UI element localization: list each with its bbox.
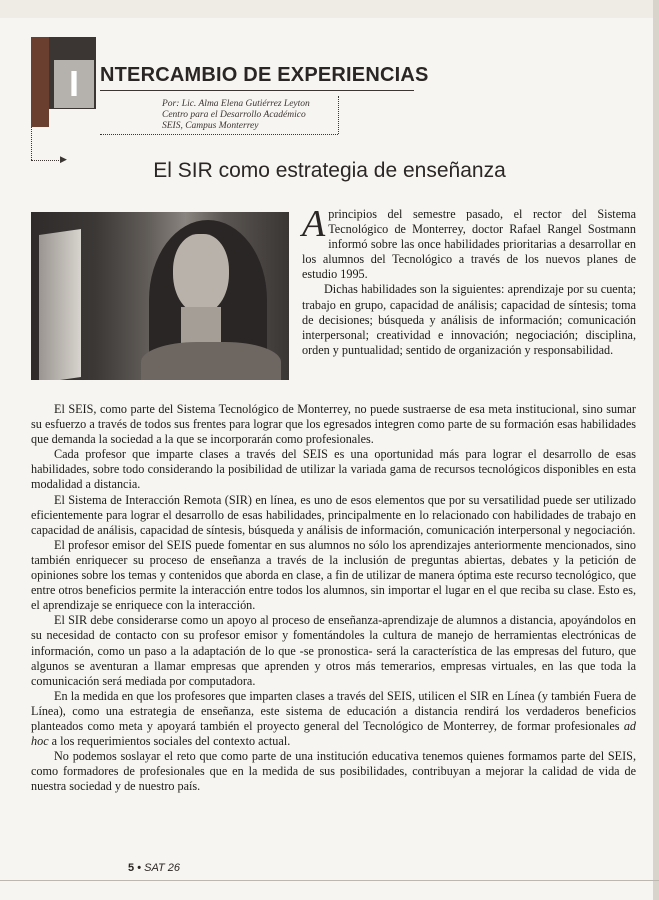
paragraph: El profesor emisor del SEIS puede fomentar en sus alumnos no sólo los aprendizajes anteriormente mencionados, sino también enriquecer su proceso de enseñanza a través de la inclusión de preguntas abiertas, debates y la petición de opiniones sobre los temas y contenidos que aborda en clase, a fin de utilizar de manera óptima este recurso tecnológico, que entre otros beneficios permite la interacción entre todos los alumnos, sin importar el lugar en el que reciba su clase. Esto es, el aprendizaje se enriquece con la interacción. [31, 537, 636, 613]
header-dotted-rule-left [31, 127, 32, 160]
paragraph: El Sistema de Interacción Remota (SIR) en línea, es uno de esos elementos que por su versatilidad puede ser utilizado eficientemente para lograr el desarrollo de esas habilidades, principalmente en lo relacionado con habilidades de trabajo en capacidad de análisis, capacidad de síntesis, búsqueda y análisis de información, comunicación interpersonal y negociación. [31, 492, 636, 537]
header-accent-bar [31, 37, 49, 127]
article-title: El SIR como estrategia de enseñanza [153, 159, 506, 182]
paragraph: No podemos soslayar el reto que como parte de una institución educativa tenemos quienes formamos parte del SEIS, como formadores de profesionales que en la medida de sus posibilidades, contribuyan a mejorar la calidad de vida de nuestra sociedad y de nuestro país. [31, 749, 636, 794]
page-top-strip [0, 0, 659, 18]
header-rule [100, 90, 414, 91]
paragraph: El SIR debe considerarse como un apoyo al proceso de enseñanza-aprendizaje de alumnos a distancia, apoyándolos en su necesidad de contacto con su profesor emisor y fomentándoles la cultura de manejo de herramientas electrónicas de información, como un paso a la adaptación de lo que -se pronostica- será la característica de las empresas del futuro, que algunos se aventuran a llamar empresas que aprenden y otros más temerarios, empresas virtuales, en las que toda la comunicación será mediada por computadora. [31, 613, 636, 688]
arrow-right-icon: ▶ [60, 155, 67, 165]
header-dotted-rule-vertical [338, 96, 339, 134]
shoulder-shape [141, 342, 281, 380]
author-byline [162, 99, 332, 132]
article-intro [302, 203, 636, 358]
paragraph: Cada profesor que imparte clases a través del SEIS es una oportunidad más para lograr el desarrollo de esas habilidades, sobre todo considerando la posibilidad de utilizar la variada gama de recursos tecnológicos disponibles en esta modalidad a distancia. [31, 447, 636, 492]
drop-cap: A [302, 203, 326, 245]
face-shape [173, 234, 229, 314]
byline-line: SEIS, Campus Monterrey [162, 121, 259, 131]
byline-line: Centro para el Desarrollo Académico [162, 110, 306, 120]
page-edge [653, 0, 659, 900]
issue-label: SAT 26 [144, 862, 180, 874]
paragraph-text: principios del semestre pasado, el rector del Sistema Tecnológico de Monterrey, doctor Rafael Rangel Sostmann informó sobre las once habilidades prioritarias a desarrollar en los alumnos del Tecnológico a través de los nuevos planes de estudio 1995. [302, 207, 636, 282]
paragraph-text: En la medida en que los profesores que imparten clases a través del SEIS, utilicen el SIR en Línea (y también Fuera de Línea), como una estrategia de enseñanza, este sistema de educación a distancia rendirá los verdaderos beneficios planteados como meta y apoyará también el proyecto general del Tecnológico de Monterrey, de formar profesionales [31, 688, 636, 733]
footer-bullet: • [137, 862, 142, 874]
paragraph [302, 203, 636, 282]
section-title: NTERCAMBIO DE EXPERIENCIAS [100, 64, 429, 86]
woman-at-computer-photo [31, 212, 289, 380]
paragraph: El SEIS, como parte del Sistema Tecnológico de Monterrey, no puede sustraerse de esa meta institucional, sino sumar su esfuerzo a través de todos sus frentes para lograr que los egresados integren como parte de su formación esas habilidades que demanda la sociedad a la que se incorporarán como profesionales. [31, 402, 636, 447]
header-drop-letter: I [68, 63, 79, 104]
paragraph: Dichas habilidades son la siguientes: aprendizaje por su cuenta; trabajo en grupo, capacidad de análisis; capacidad de síntesis; toma de decisiones; búsqueda y análisis de información; comunicación interpersonal; creatividad e innovación; negociación; disciplina, orden y puntualidad; sentido de organización y responsabilidad. [302, 282, 636, 357]
byline-line: Por: Lic. Alma Elena Gutiérrez Leyton [162, 99, 310, 109]
paragraph-text: a los requerimientos sociales del contexto actual. [48, 734, 291, 749]
page-number: 5 [128, 862, 135, 874]
article-body [31, 402, 636, 794]
header-dotted-rule [100, 134, 338, 135]
italic-term: ad hoc [31, 718, 636, 749]
footer-rule [0, 880, 659, 881]
paragraph [31, 689, 636, 749]
page-footer [128, 862, 180, 874]
monitor-shape [39, 229, 81, 380]
